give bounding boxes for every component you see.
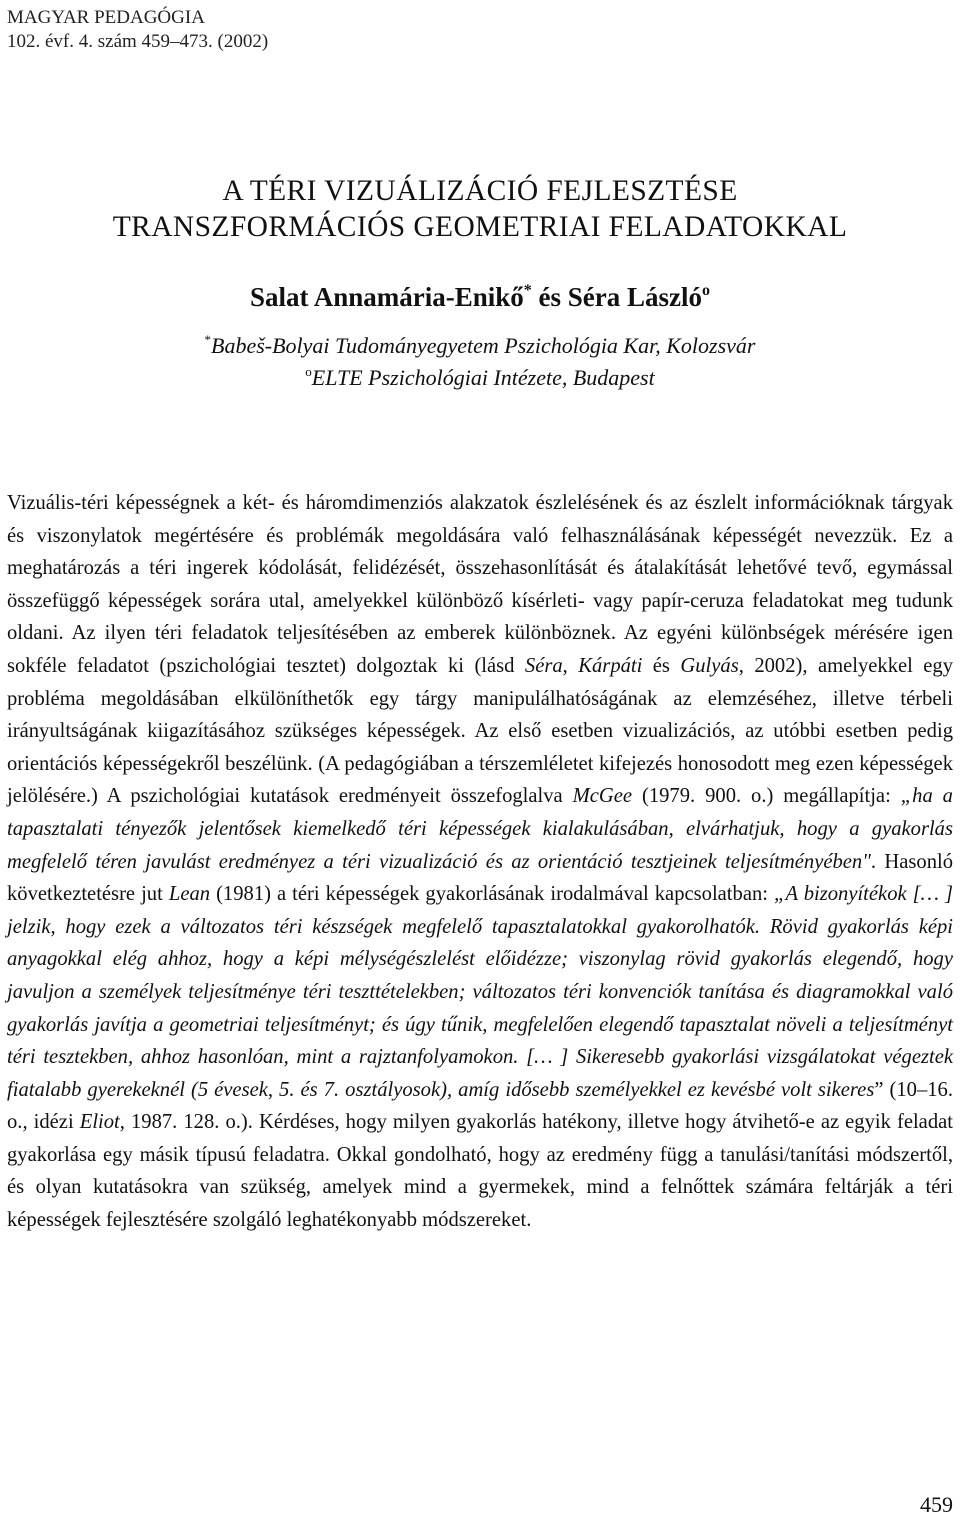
title-line-1: A TÉRI VIZUÁLIZÁCIÓ FEJLESZTÉSE (222, 175, 738, 207)
quotation: „ha a tapasztalati tényezők jelentősek kiemelkedő téri képességek kialakulásában, elvárhatjuk, hogy a gyakorlás megfelelő téren javulást eredményez a téri vizualizáció és az orientáció tesztjeinek teljesítményében" (7, 785, 953, 873)
journal-issue: 102. évf. 4. szám 459–473. (2002) (7, 31, 269, 52)
text-run: , (562, 654, 579, 677)
cited-author: McGee (572, 785, 633, 808)
affiliation-2-mark: o (305, 364, 312, 379)
text-run: , 1987. 128. o.). Kérdéses, hogy milyen gyakorlás hatékony, illetve hogy átvihető-e az egyik feladat gyakorlása egy másik típusú feladatra. Okkal gondolható, hogy az eredmény függ a tanulási/tanítási módszertől, és olyan kutatásokra van szükség, amelyek mind a gyermekek, mind a felnőttek számára feltárják a téri képességek fejlesztésére szolgáló leghatékonyabb módszereket. (7, 1111, 953, 1232)
affiliation-1-text: Babeš-Bolyai Tudományegyetem Pszichológia Kar, Kolozsvár (211, 333, 756, 358)
text-run: ” (10–16. o., idézi (7, 1078, 953, 1134)
text-run: . Hasonló következtetésre jut (7, 850, 954, 906)
affiliation-1 (0, 332, 960, 360)
cited-author: Lean (168, 883, 211, 906)
author-2-name: Séra László (567, 282, 703, 312)
body-paragraph (7, 487, 953, 1237)
text-run: (1979. 900. o.) megállapítja: (632, 785, 901, 808)
affiliation-2 (0, 364, 960, 392)
article-title (0, 173, 960, 245)
author-1-name: Salat Annamária-Enikő (249, 282, 524, 312)
author-separator: és (531, 282, 568, 312)
affiliation-1-mark: * (204, 332, 212, 347)
body-text (7, 487, 953, 1237)
author-1-mark: * (523, 282, 532, 299)
journal-header (7, 6, 268, 54)
cited-author: Gulyás (680, 654, 739, 677)
author-2-mark: o (702, 282, 711, 299)
text-run: , 2002), amelyekkel egy probléma megoldásában elkülöníthetők egy tárgy manipulálhatóságának az elemzéséhez, illetve térbeli irányultságának kiigazításához szükséges képességek. Az első esetben vizualizációs, az utóbbi esetben pedig orientációs képességekről beszélünk. (A pedagógiában a térszemléletet kifejezés honosodott meg ezen képességek jelölésére.) A pszichológiai kutatások eredményeit összefoglalva (7, 654, 954, 808)
text-run: Vizuális-téri képességnek a két- és háromdimenziós alakzatok észlelésének és az észlelt információknak tárgyak és viszonylatok megértésére és problémák megoldására való felhasználásának képességét nevezzük. Ez a meghatározás a téri ingerek kódolását, felidézését, összehasonlítását és átalakítását lehetővé tevő, egymással összefüggő képességek sorára utal, amelyekkel különböző kísérleti- vagy papír-ceruza feladatokat meg tudunk oldani. Az ilyen téri feladatok teljesítésében az emberek különböznek. Az egyéni különbségek mérésére igen sokféle feladatot (pszichológiai tesztet) dolgoztak ki (lásd (7, 492, 953, 677)
cited-author: Séra (524, 654, 563, 677)
text-run: és (642, 654, 681, 677)
author-line (0, 280, 960, 314)
page-number: 459 (920, 1492, 953, 1517)
journal-name: MAGYAR PEDAGÓGIA (7, 7, 205, 28)
cited-author: Eliot (79, 1111, 120, 1134)
affiliation-2-text: ELTE Pszichológiai Intézete, Budapest (311, 365, 655, 390)
title-line-2: TRANSZFORMÁCIÓS GEOMETRIAI FELADATOKKAL (112, 211, 848, 243)
quotation: „A bizonyítékok [… ] jelzik, hogy ezek a változatos téri készségek megfelelő tapasztalatokkal gyakorolhatók. Rövid gyakorlás képi anyagokkal elég ahhoz, hogy a képi mélységészlelést előidézze; viszonylag rövid gyakorlás elegendő, hogy javuljon a személyek teljesítménye téri teszttételekben; változatos téri konvenciók tanítása és diagramokkal való gyakorlás javítja a geometriai teljesítményt; és úgy tűnik, megfelelően elegendő tapasztalat növeli a teljesítményt téri tesztekben, ahhoz hasonlóan, mint a rajztanfolyamokon. [… ] Sikeresebb gyakorlási vizsgálatokat végeztek fiatalabb gyerekeknél (5 évesek, 5. és 7. osztályosok), amíg idősebb személyekkel ez kevésbé volt sikeres (7, 883, 954, 1101)
cited-author: Kárpáti (578, 654, 643, 677)
text-run: (1981) a téri képességek gyakorlásának irodalmával kapcsolatban: (210, 883, 775, 906)
